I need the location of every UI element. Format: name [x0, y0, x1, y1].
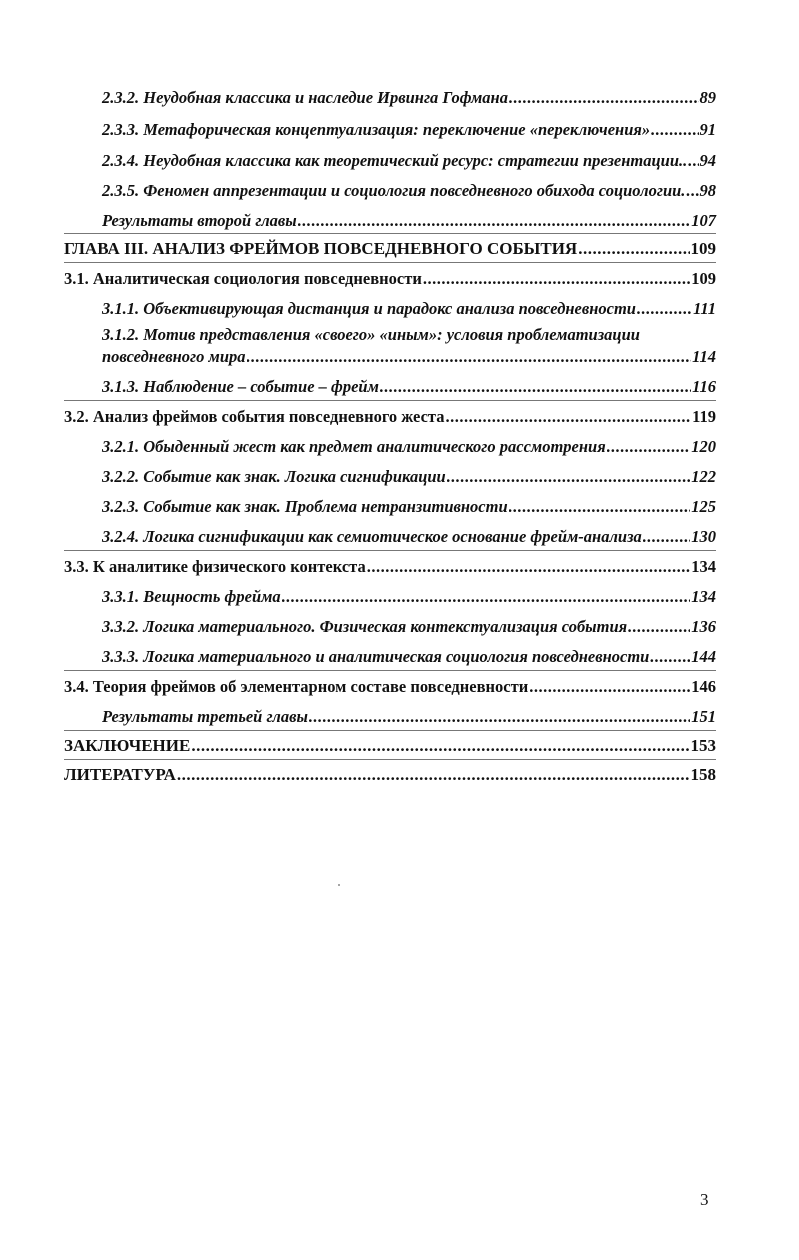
- toc-entry-page: 116: [692, 377, 716, 396]
- toc-entry-2-3-3: [102, 120, 716, 140]
- row-divider: [64, 550, 716, 551]
- toc-entry-page: 146: [691, 677, 716, 696]
- toc-entry-title: 3.2.2. Событие как знак. Логика сигнификации: [102, 467, 446, 486]
- toc-entry-3-2: [64, 407, 716, 427]
- row-divider: [64, 233, 716, 234]
- toc-entry-3-2-1: [102, 437, 716, 457]
- toc-entry-page: 114: [692, 347, 716, 366]
- toc-leader-dots: [529, 677, 690, 697]
- toc-entry-title: 3.3.1. Вещность фрейма: [102, 587, 281, 606]
- toc-leader-dots: [650, 647, 690, 667]
- toc-entry-3-3-1: [102, 587, 716, 607]
- toc-entry-page: 153: [690, 736, 716, 755]
- toc-entry-page: 107: [691, 211, 716, 230]
- toc-entry-page: 136: [691, 617, 716, 636]
- toc-entry-title: 3.1.1. Объективирующая дистанция и парадокс анализа повседневности: [102, 299, 636, 318]
- toc-entry-page: 134: [691, 557, 716, 576]
- row-divider: [64, 759, 716, 760]
- toc-entry-page: 109: [690, 239, 716, 258]
- toc-leader-dots: [509, 497, 691, 517]
- toc-entry-title: 2.3.5. Феномен аппрезентации и социология повседневного обихода социологии.: [102, 181, 686, 200]
- toc-entry-page: 109: [691, 269, 716, 288]
- toc-entry-page: 134: [691, 587, 716, 606]
- toc-leader-dots: [177, 765, 690, 785]
- toc-leader-dots: [423, 269, 690, 289]
- toc-entry-2-3-5: [102, 181, 716, 201]
- toc-leader-dots: [651, 120, 698, 140]
- toc-entry-3-2-4: [102, 527, 716, 547]
- toc-entry-page: 98: [699, 181, 716, 200]
- row-divider: [64, 400, 716, 401]
- toc-entry-title: 3.2.1. Обыденный жест как предмет аналитического рассмотрения: [102, 437, 606, 456]
- toc-entry-title: 3.2. Анализ фреймов события повседневного жеста: [64, 407, 445, 426]
- toc-leader-dots: [607, 437, 691, 457]
- toc-entry-title: 2.3.3. Метафорическая концептуализация: переключение «переключения»: [102, 120, 651, 139]
- toc-leader-dots: [447, 467, 691, 487]
- scan-speck: [338, 884, 340, 886]
- toc-entry-3-1-2: [102, 347, 716, 367]
- toc-leader-dots: [686, 181, 698, 201]
- toc-entry-page: 111: [693, 299, 716, 318]
- toc-entry-title: повседневного мира: [102, 347, 246, 366]
- toc-entry-conclusion: [64, 736, 716, 756]
- toc-entry-title: Результаты второй главы: [102, 211, 297, 230]
- toc-entry-title: ГЛАВА III. АНАЛИЗ ФРЕЙМОВ ПОВСЕДНЕВНОГО СОБЫТИЯ: [64, 239, 578, 258]
- toc-entry-3-3-2: [102, 617, 716, 637]
- page-number: 3: [700, 1190, 709, 1209]
- toc-leader-dots: [247, 347, 692, 367]
- toc-entry-page: 158: [690, 765, 716, 784]
- toc-entry-title: 3.3.3. Логика материального и аналитическая социология повседневности: [102, 647, 650, 666]
- toc-entry-page: 94: [699, 151, 716, 170]
- toc-entry-title: 2.3.2. Неудобная классика и наследие Ирвинга Гофмана: [102, 88, 508, 107]
- toc-entry-3-3: [64, 557, 716, 577]
- toc-entry-chapter-3: [64, 239, 716, 259]
- toc-leader-dots: [309, 707, 690, 727]
- toc-leader-dots: [298, 211, 691, 231]
- toc-entry-title: 3.3. К аналитике физического контекста: [64, 557, 366, 576]
- toc-entry-page: 125: [691, 497, 716, 516]
- toc-entry-3-1-1: [102, 299, 716, 319]
- toc-entry-title: Результаты третьей главы: [102, 707, 308, 726]
- toc-entry-page: 119: [692, 407, 716, 426]
- toc-entry-title: ЛИТЕРАТУРА: [64, 765, 176, 784]
- toc-entry-2-3-2: [102, 88, 716, 108]
- toc-entry-title: 3.2.4. Логика сигнификации как семиотическое основание фрейм-анализа: [102, 527, 642, 546]
- toc-entry-results-chapter-3: [102, 707, 716, 727]
- toc-leader-dots: [637, 299, 692, 319]
- toc-entry-page: 89: [699, 88, 716, 107]
- toc-entry-title: 3.3.2. Логика материального. Физическая контекстуализация события: [102, 617, 628, 636]
- toc-entry-title: 2.3.4. Неудобная классика как теоретический ресурс: стратегии презентации..: [102, 151, 688, 170]
- toc-leader-dots: [578, 239, 689, 259]
- toc-entry-title: 3.2.3. Событие как знак. Проблема нетранзитивности: [102, 497, 508, 516]
- toc-entry-page: 122: [691, 467, 716, 486]
- toc-entry-3-2-2: [102, 467, 716, 487]
- toc-entry-page: 144: [691, 647, 716, 666]
- toc-leader-dots: [628, 617, 690, 637]
- toc-entry-results-chapter-2: [102, 211, 716, 231]
- toc-leader-dots: [380, 377, 691, 397]
- row-divider: [64, 730, 716, 731]
- toc-entry-title: 3.1. Аналитическая социология повседневности: [64, 269, 422, 288]
- toc-entry-3-1-2-line1: 3.1.2. Мотив представления «своего» «иным»: условия проблематизации: [102, 325, 640, 344]
- toc-leader-dots: [509, 88, 699, 108]
- toc-entry-title: 3.1.3. Наблюдение – событие – фрейм: [102, 377, 379, 396]
- toc-entry-3-3-3: [102, 647, 716, 667]
- toc-leader-dots: [445, 407, 691, 427]
- row-divider: [64, 670, 716, 671]
- toc-entry-page: 91: [699, 120, 716, 139]
- toc-leader-dots: [688, 151, 698, 171]
- toc-entry-literature: [64, 765, 716, 785]
- toc-entry-3-2-3: [102, 497, 716, 517]
- toc-entry-page: 151: [691, 707, 716, 726]
- toc-entry-title: 3.4. Теория фреймов об элементарном составе повседневности: [64, 677, 529, 696]
- toc-leader-dots: [191, 736, 689, 756]
- toc-leader-dots: [367, 557, 691, 577]
- toc-leader-dots: [282, 587, 691, 607]
- row-divider: [64, 262, 716, 263]
- toc-entry-title: ЗАКЛЮЧЕНИЕ: [64, 736, 191, 755]
- toc-entry-3-4: [64, 677, 716, 697]
- toc-leader-dots: [643, 527, 690, 547]
- toc-entry-3-1: [64, 269, 716, 289]
- toc-entry-page: 130: [691, 527, 716, 546]
- toc-entry-page: 120: [691, 437, 716, 456]
- toc-entry-3-1-3: [102, 377, 716, 397]
- toc-entry-2-3-4: [102, 151, 716, 171]
